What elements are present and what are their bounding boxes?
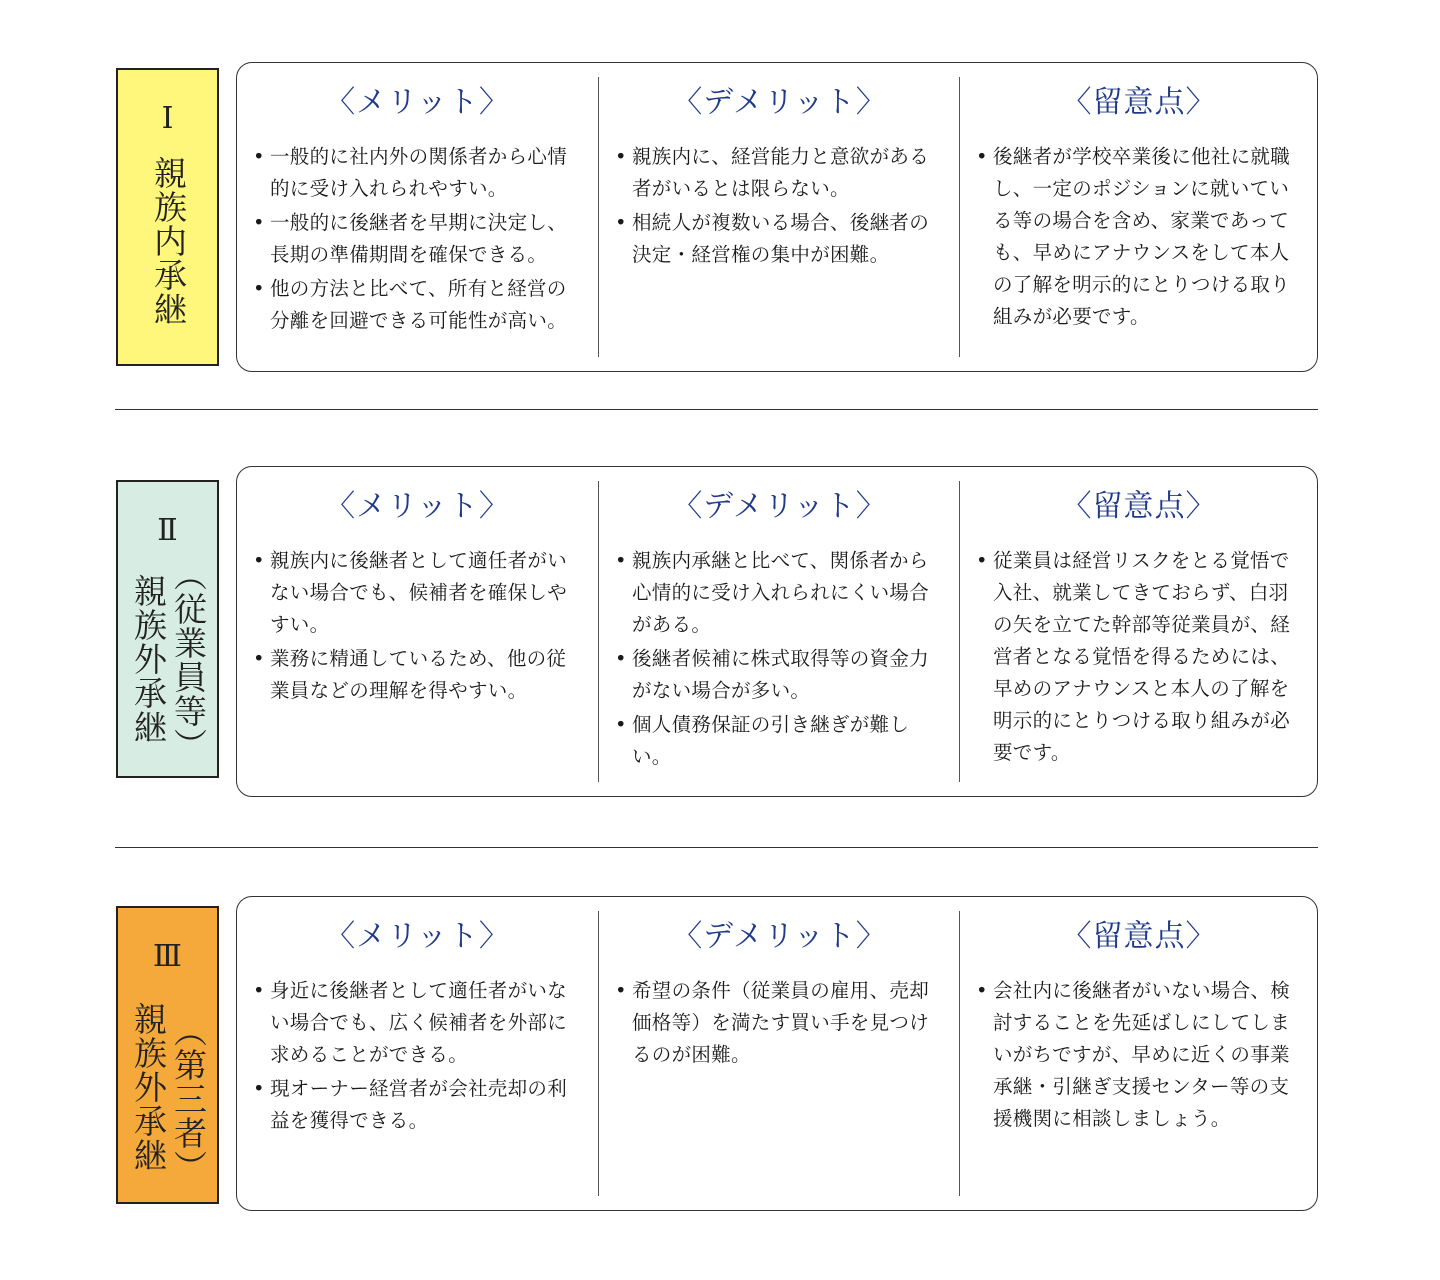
section-3-demerit-column [598,911,960,1196]
list-item: • 後継者が学校卒業後に他社に就職し、一定のポジションに就いている等の場合を含め、家業であっても、早めにアナウンスをして本人の了解を明示的にとりつける取り組みが必要です。 [974,141,1318,333]
list-item: • 身近に後継者として適任者がいない場合でも、広く候補者を外部に求めることができる。 [251,975,598,1071]
section-2-title: 親族外承継 [129,574,168,744]
section-divider [115,409,1318,410]
list-item: • 一般的に社内外の関係者から心情的に受け入れられやすい。 [251,141,598,205]
section-3-merit-column [237,897,598,1210]
demerit-heading: 〈デメリット〉 [672,919,887,954]
list-item: • 会社内に後継者がいない場合、検討することを先延ばしにしてしまいがちですが、早めに近くの事業承継・引継ぎ支援センター等の支援機関に相談しましょう。 [974,975,1318,1135]
section-1-demerit-column [598,77,960,357]
list-item: • 一般的に後継者を早期に決定し、長期の準備期間を確保できる。 [251,207,598,271]
merit-heading: 〈メリット〉 [325,919,510,954]
demerit-heading: 〈デメリット〉 [672,489,887,524]
section-1-merit-column [237,63,598,371]
section-3-label [116,906,219,1204]
section-3-subtitle: （第三者） [169,1014,208,1184]
section-2-card [236,466,1318,797]
notes-heading: 〈留意点〉 [1061,85,1217,120]
list-item: • 親族内承継と比べて、関係者から心情的に受け入れられにくい場合がある。 [613,545,960,641]
section-2-roman: Ⅱ [157,513,178,548]
list-item: • 相続人が複数いる場合、後継者の決定・経営権の集中が困難。 [613,207,960,271]
list-item: • 希望の条件（従業員の雇用、売却価格等）を満たす買い手を見つけるのが困難。 [613,975,960,1071]
notes-heading: 〈留意点〉 [1061,919,1217,954]
list-item: • 個人債務保証の引き継ぎが難しい。 [613,709,960,773]
section-3-card [236,896,1318,1211]
section-divider [115,847,1318,848]
notes-heading: 〈留意点〉 [1061,489,1217,524]
section-1-roman: Ⅰ [161,101,174,136]
section-2-notes-column [959,481,1318,782]
list-item: • 従業員は経営リスクをとる覚悟で入社、就業してきておらず、白羽の矢を立てた幹部等従業員が、経営者となる覚悟を得るためには、早めのアナウンスと本人の了解を明示的にとりつける取り組みが必要です。 [974,545,1318,769]
merit-heading: 〈メリット〉 [325,489,510,524]
section-1-notes-column [959,77,1318,357]
merit-heading: 〈メリット〉 [325,85,510,120]
section-1-label [116,68,219,366]
section-3-roman: Ⅲ [153,939,182,974]
section-2-merit-column [237,467,598,796]
section-3-notes-column [959,911,1318,1196]
section-3-title: 親族外承継 [129,1002,168,1172]
list-item: • 親族内に、経営能力と意欲がある者がいるとは限らない。 [613,141,960,205]
section-2-subtitle: （従業員等） [169,558,208,762]
section-2-demerit-column [598,481,960,782]
list-item: • 業務に精通しているため、他の従業員などの理解を得やすい。 [251,643,598,707]
list-item: • 親族内に後継者として適任者がいない場合でも、候補者を確保しやすい。 [251,545,598,641]
list-item: • 現オーナー経営者が会社売却の利益を獲得できる。 [251,1073,598,1137]
list-item: • 他の方法と比べて、所有と経営の分離を回避できる可能性が高い。 [251,273,598,337]
section-1-card [236,62,1318,372]
list-item: • 後継者候補に株式取得等の資金力がない場合が多い。 [613,643,960,707]
section-1-title: 親族内承継 [149,156,188,326]
section-2-label [116,480,219,778]
demerit-heading: 〈デメリット〉 [672,85,887,120]
